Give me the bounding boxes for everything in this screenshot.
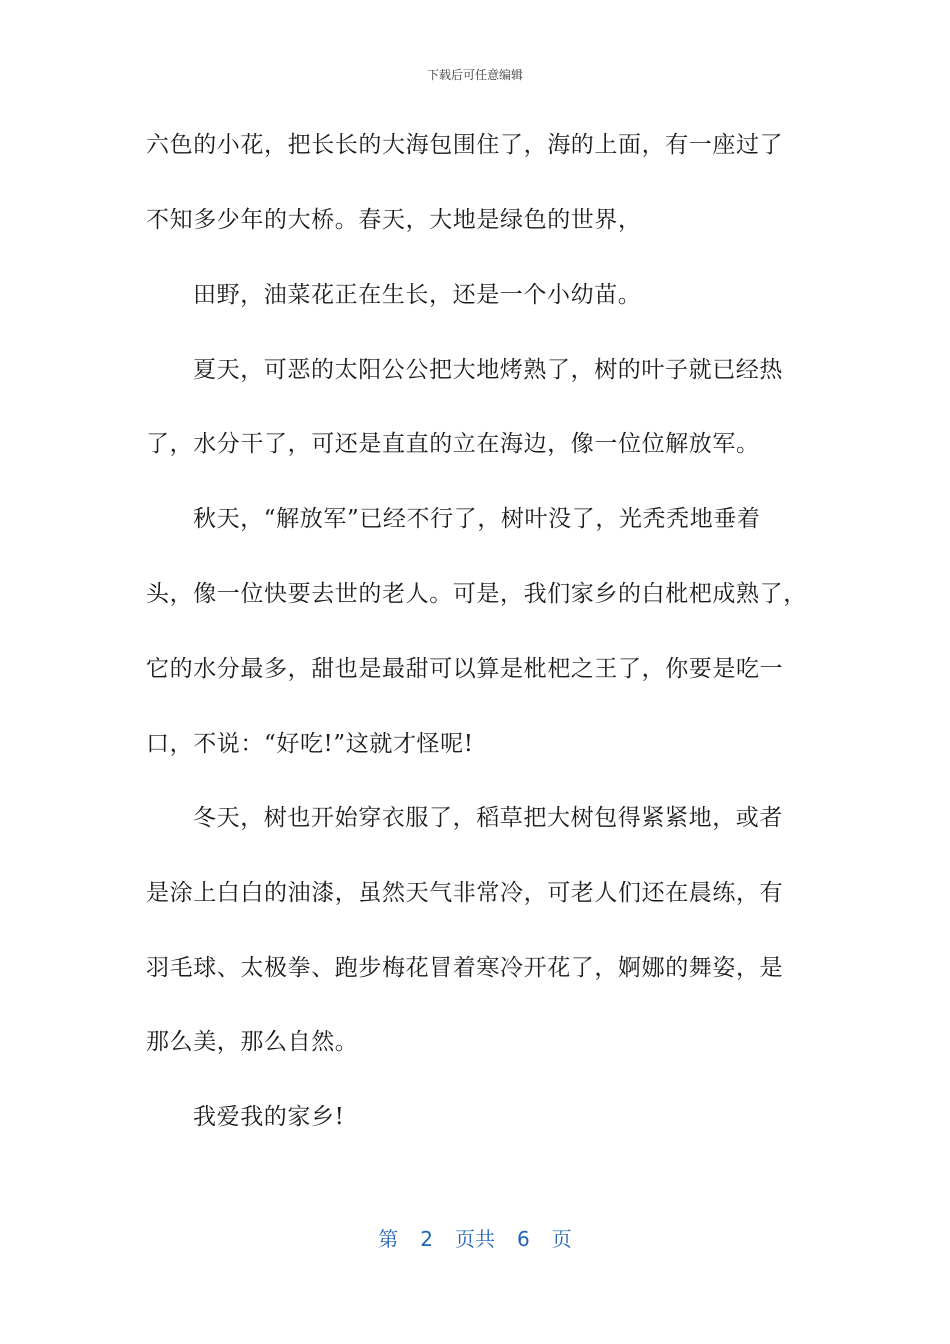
text-line: 它的水分最多，甜也是最甜可以算是枇杷之王了，你要是吃一 (146, 656, 784, 682)
header-note: 下载后可任意编辑 (426, 68, 523, 82)
text-line: 不知多少年的大桥。春天，大地是绿色的世界， (146, 207, 642, 233)
text-line: 六色的小花，把长长的大海包围住了，海的上面，有一座过了 (146, 132, 784, 158)
text-line: 冬天，树也开始穿衣服了，稻草把大树包得紧紧地，或者 (193, 805, 783, 831)
text-line: 口，不说：“好吃!”这就才怪呢! (146, 731, 474, 757)
text-line: 了，水分干了，可还是直直的立在海边，像一位位解放军。 (146, 431, 760, 457)
page-prefix: 第 (378, 1227, 399, 1251)
text-line: 夏天，可恶的太阳公公把大地烤熟了，树的叶子就已经热 (193, 357, 783, 383)
text-line: 头，像一位快要去世的老人。可是，我们家乡的白枇杷成熟了， (146, 581, 807, 607)
page-current: 2 (420, 1227, 433, 1251)
text-line: 是涂上白白的油漆，虽然天气非常冷，可老人们还在晨练，有 (146, 880, 784, 906)
text-line: 秋天，“解放军”已经不行了，树叶没了，光秃秃地垂着 (193, 506, 761, 532)
page-total: 6 (517, 1227, 530, 1251)
page-suffix: 页 (551, 1227, 572, 1251)
text-line: 田野，油菜花正在生长，还是一个小幼苗。 (193, 282, 642, 308)
text-line: 那么美，那么自然。 (146, 1029, 359, 1055)
text-line: 羽毛球、太极拳、跑步梅花冒着寒冷开花了，婀娜的舞姿，是 (146, 955, 784, 981)
page-number-footer (0, 1225, 950, 1253)
text-line: 我爱我的家乡! (193, 1104, 345, 1130)
page-middle: 页共 (455, 1227, 495, 1251)
